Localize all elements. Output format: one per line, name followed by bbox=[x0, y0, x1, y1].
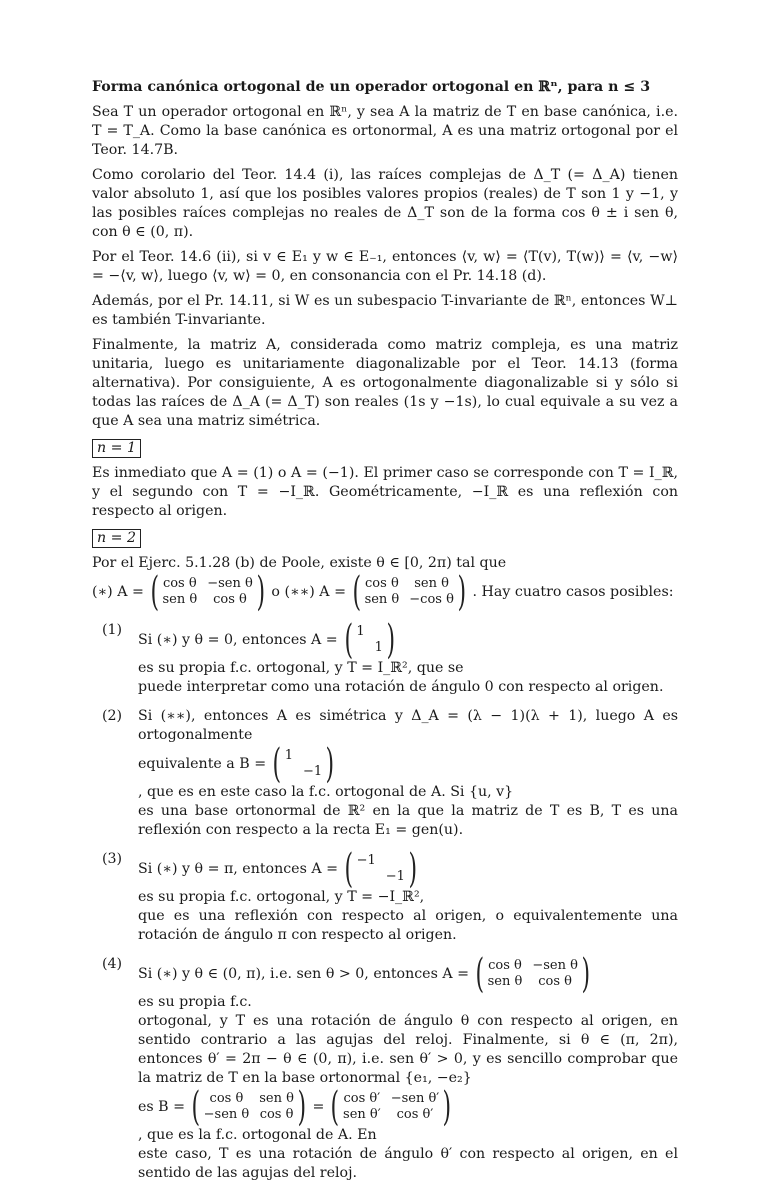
section-title: Forma canónica ortogonal de un operador ortogonal en ℝⁿ, para n ≤ 3 bbox=[92, 79, 651, 95]
case-2: (2) Si (∗∗), entonces A es simétrica y Δ_A = (λ − 1)(λ + 1), luego A es ortogonalmente equivalente a B = ( 1 −1 ) , que es en este caso la f.c. ortogonal de A. Si {u, v} es una base ortonormal de ℝ² en la que la matriz de T es B, T es una reflexión con respecto a la recta E₁ = gen(u). bbox=[102, 708, 678, 838]
matrix-double-star: ( cos θ sen θ sen θ −cos θ ) bbox=[352, 569, 467, 615]
star-label: (∗) A = bbox=[92, 583, 144, 600]
matrix-case-1: ( 1 1 ) bbox=[344, 617, 395, 663]
case-n1-label: n = 1 bbox=[92, 439, 141, 458]
case-n2-label: n = 2 bbox=[92, 529, 141, 548]
n2-matrix-line bbox=[92, 569, 678, 615]
document-page bbox=[92, 78, 678, 1189]
matrix-star: ( cos θ −sen θ sen θ cos θ ) bbox=[150, 569, 265, 615]
cases-intro: . Hay cuatro casos posibles: bbox=[472, 583, 674, 600]
matrix-case-4-a: ( cos θ −sen θ sen θ cos θ ) bbox=[475, 951, 591, 997]
paragraph-teor-14-6: Por el Teor. 14.6 (ii), si v ∈ E₁ y w ∈ E₋₁, entonces ⟨v, w⟩ = ⟨T(v), T(w)⟩ = ⟨v, −w⟩ = −⟨v, w⟩, luego ⟨v, w⟩ = 0, en consonancia con el Pr. 14.18 (d). bbox=[92, 249, 678, 284]
case-4: (4) Si (∗) y θ ∈ (0, π), i.e. sen θ > 0, entonces A = ( cos θ −sen θ sen θ cos θ ) es su propia f.c. ortogonal, y T es una rotación de ángulo θ con respecto al origen, en sentido contrario a las agujas del reloj. Finalmente, si θ ∈ (π, 2π), entonces θ′ = 2π − θ ∈ (0, π), i.e. sen θ′ > 0, y es sencillo comprobar que la matriz de T en la base ortonormal {e₁, −e₂} es B = ( cos θ sen θ −sen θ cos θ ) = ( cos θ′ −sen θ′ sen θ′ cos θ′ ) , que es la f.c. ortogonal de A. En este caso, T es una rotación de ángulo θ′ con respecto al origen, en el sentido de las agujas del reloj. bbox=[102, 951, 678, 1181]
paragraph-corollary: Como corolario del Teor. 14.4 (i), las raíces complejas de Δ_T (= Δ_A) tienen valor absoluto 1, así que los posibles valores propios (reales) de T son 1 y −1, y las posibles raíces complejas no reales de Δ_T son de la forma cos θ ± i sen θ, con θ ∈ (0, π). bbox=[92, 167, 678, 240]
paragraph-intro: Sea T un operador ortogonal en ℝⁿ, y sea A la matriz de T en base canónica, i.e. T = T_A. Como la base canónica es ortonormal, A es una matriz ortogonal por el Teor. 14.7B. bbox=[92, 104, 678, 158]
or-label: o (∗∗) A = bbox=[271, 583, 346, 600]
matrix-case-3: ( −1 −1 ) bbox=[344, 846, 418, 892]
paragraph-invariant: Además, por el Pr. 14.11, si W es un subespacio T-invariante de ℝⁿ, entonces W⊥ es también T-invariante. bbox=[92, 293, 678, 328]
case-3: (3) Si (∗) y θ = π, entonces A = ( −1 −1 ) es su propia f.c. ortogonal, y T = −I_ℝ², que es una reflexión con respecto al origen, o equivalentemente una rotación de ángulo π con respecto al origen. bbox=[102, 846, 678, 943]
case-1: (1) Si (∗) y θ = 0, entonces A = ( 1 1 ) es su propia f.c. ortogonal, y T = I_ℝ², que se puede interpretar como una rotación de ángulo 0 con respecto al origen. bbox=[102, 617, 664, 695]
paragraph-n2-intro: Por el Ejerc. 5.1.28 (b) de Poole, existe θ ∈ [0, 2π) tal que bbox=[92, 555, 507, 571]
matrix-case-4-c: ( cos θ′ −sen θ′ sen θ′ cos θ′ ) bbox=[330, 1084, 452, 1130]
paragraph-n1: Es inmediato que A = (1) o A = (−1). El primer caso se corresponde con T = I_ℝ, y el segundo con T = −I_ℝ. Geométricamente, −I_ℝ es una reflexión con respecto al origen. bbox=[92, 465, 678, 519]
matrix-case-2: ( 1 −1 ) bbox=[272, 741, 335, 787]
matrix-case-4-b: ( cos θ sen θ −sen θ cos θ ) bbox=[191, 1084, 307, 1130]
paragraph-unitary: Finalmente, la matriz A, considerada como matriz compleja, es una matriz unitaria, luego es unitariamente diagonalizable por el Teor. 14.13 (forma alternativa). Por consiguiente, A es ortogonalmente diagonalizable si y sólo si todas las raíces de Δ_A (= Δ_T) son reales (1s y −1s), lo cual equivale a su vez a que A sea una matriz simétrica. bbox=[92, 337, 678, 429]
